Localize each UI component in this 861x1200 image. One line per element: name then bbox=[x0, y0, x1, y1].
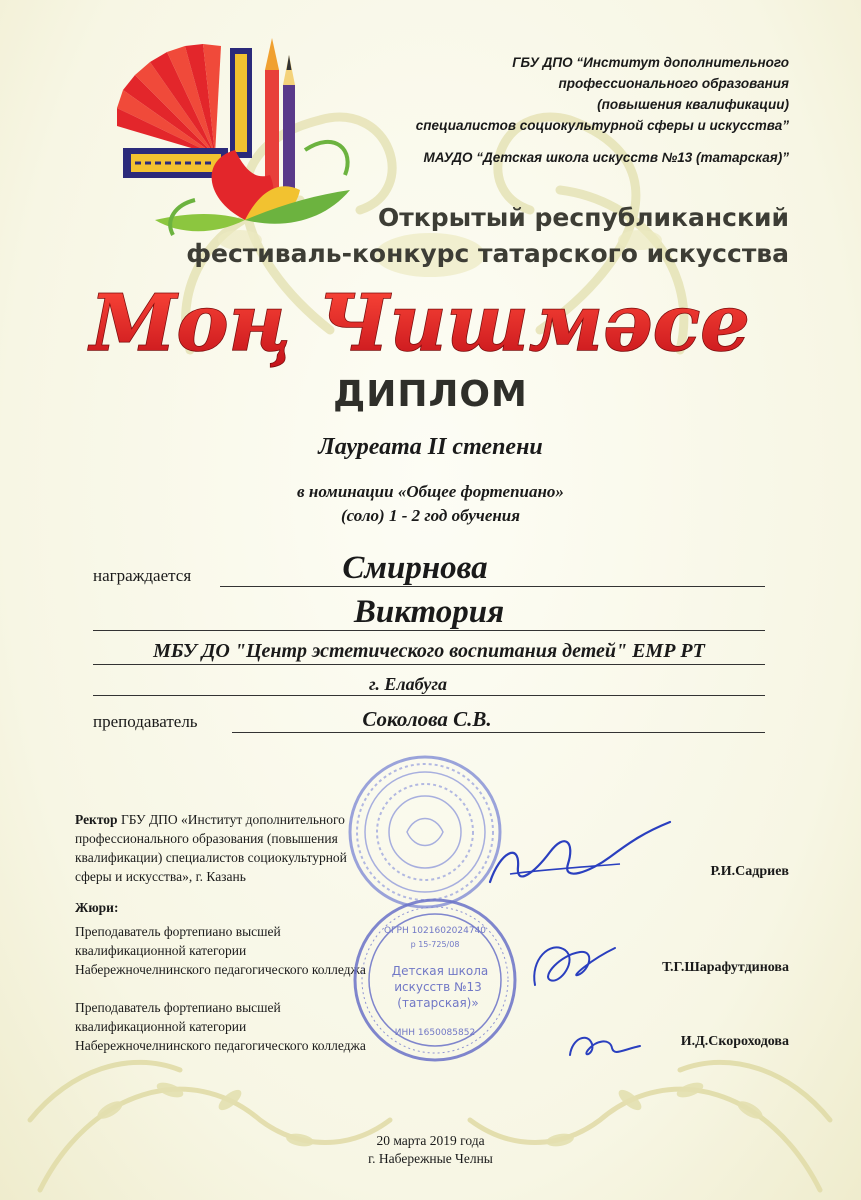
school-seal-stamp bbox=[350, 895, 520, 1065]
diploma-title: ДИПЛОМ bbox=[333, 374, 528, 415]
city-line bbox=[93, 695, 765, 696]
festival-name-banner bbox=[60, 268, 780, 378]
rector-block bbox=[75, 810, 405, 886]
jury-heading: Жюри: bbox=[75, 900, 119, 915]
awardee-first-name: Виктория bbox=[353, 594, 505, 630]
jury-member-line: квалификационной категории bbox=[75, 943, 247, 958]
festival-title bbox=[186, 200, 789, 272]
stamp-inn: ИНН 1650085852 bbox=[394, 1028, 476, 1038]
awardee-city: г. Елабуга bbox=[368, 674, 448, 694]
rector-name: Р.И.Садриев bbox=[710, 864, 789, 879]
organizer-line: специалистов социокультурной сферы и искусства” bbox=[415, 118, 789, 133]
stamp-center-line-1: Детская школа bbox=[391, 964, 489, 978]
rector-title: Ректор bbox=[75, 812, 118, 827]
rector-line: ГБУ ДПО «Институт дополнительного bbox=[117, 812, 345, 827]
diploma-degree: Лауреата II степени bbox=[318, 434, 543, 460]
stamp-center-line-2: искусств №13 bbox=[394, 980, 482, 994]
festival-name: Моң Чишмәсе bbox=[90, 278, 750, 369]
stamp-center-line-3: (татарская)» bbox=[397, 996, 479, 1010]
rector-signature bbox=[480, 812, 680, 902]
jury-member-1-name: Т.Г.Шарафутдинова bbox=[662, 960, 789, 975]
awardee-surname: Смирнова bbox=[342, 550, 488, 586]
organizer-line: ГБУ ДПО “Институт дополнительного bbox=[512, 55, 789, 70]
rector-line: квалификации) специалистов социокультурной bbox=[75, 850, 347, 865]
rector-line: сферы и искусства», г. Казань bbox=[75, 869, 246, 884]
jury-member-2-name: И.Д.Скороходова bbox=[680, 1034, 789, 1049]
teacher-name: Соколова С.В. bbox=[362, 707, 492, 731]
issue-date: 20 марта 2019 года bbox=[376, 1133, 485, 1148]
organizer-line: (повышения квалификации) bbox=[597, 97, 789, 112]
jury-member-line: Преподаватель фортепиано высшей bbox=[75, 1000, 281, 1015]
organizer-line: профессионального образования bbox=[558, 76, 789, 91]
awardee-institution: МБУ ДО "Центр эстетического воспитания детей" ЕМР РТ bbox=[153, 640, 705, 662]
stamp-reg: р 15-725/08 bbox=[410, 940, 460, 949]
festival-title-line-1: Открытый республиканский bbox=[378, 203, 789, 232]
fan-icon bbox=[117, 44, 221, 155]
jury-member-1-signature bbox=[520, 930, 630, 1000]
teacher-label: преподаватель bbox=[93, 712, 198, 731]
jury-member-line: Преподаватель фортепиано высшей bbox=[75, 924, 281, 939]
organizer-block bbox=[416, 52, 789, 136]
jury-member-2-signature bbox=[560, 1020, 650, 1070]
rector-line: профессионального образования (повышения bbox=[75, 831, 338, 846]
jury-member-line: Набережночелнинского педагогического колледжа bbox=[75, 962, 366, 977]
co-organizer-school: МАУДО “Детская школа искусств №13 (татарская)” bbox=[423, 150, 789, 165]
institution-line bbox=[93, 664, 765, 665]
nomination-line-1: в номинации «Общее фортепиано» bbox=[297, 482, 564, 501]
teacher-line bbox=[232, 732, 765, 733]
issue-place: г. Набережные Челны bbox=[368, 1151, 493, 1166]
footer bbox=[0, 1132, 861, 1168]
awarded-label: награждается bbox=[93, 566, 192, 585]
jury-member-line: квалификационной категории bbox=[75, 1019, 247, 1034]
stamp-ogrn: ОГРН 1021602024740 bbox=[383, 926, 487, 936]
nomination-line-2: (соло) 1 - 2 год обучения bbox=[340, 506, 521, 525]
jury-member-line: Набережночелнинского педагогического колледжа bbox=[75, 1038, 366, 1053]
festival-title-line-2: фестиваль-конкурс татарского искусства bbox=[186, 239, 789, 268]
